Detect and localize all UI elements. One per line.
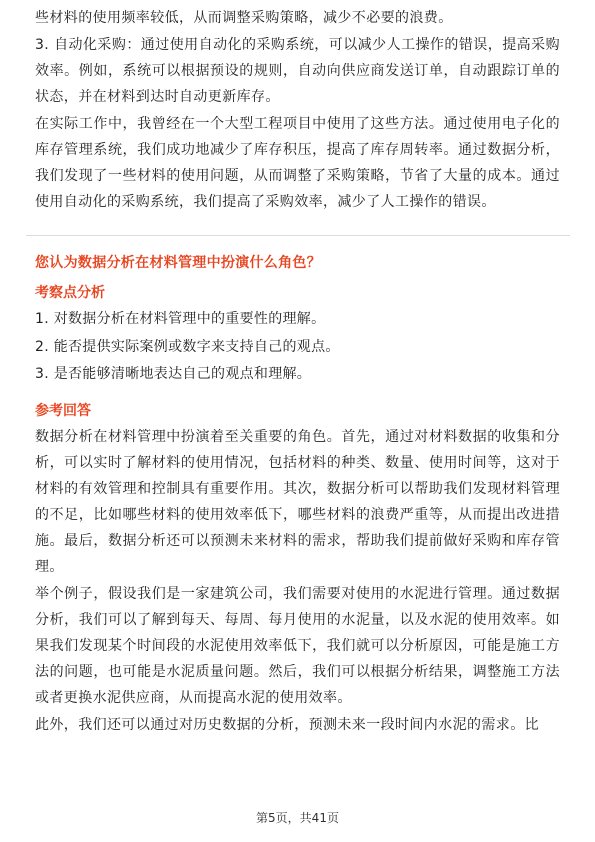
intro-continuation: 些材料的使用频率较低，从而调整采购策略，减少不必要的浪费。 xyxy=(35,10,453,26)
analysis-points xyxy=(35,306,560,389)
answer-paragraph: 数据分析在材料管理中扮演着至关重要的角色。首先，通过对材料数据的收集和分析，可以实时了解材料的使用情况，包括材料的种类、数量、使用时间等，这对于材料的有效管理和控制具有重要作用。其次，数据分析可以帮助我们发现材料管理的不足，比如哪些材料的使用效率低下，哪些材料的浪费严重等，从而提出改进措施。最后，数据分析还可以预测未来材料的需求，帮助我们提前做好采购和库存管理。 xyxy=(35,428,560,575)
experience-paragraph: 在实际工作中，我曾经在一个大型工程项目中使用了这些方法。通过使用电子化的库存管理系统，我们成功地减少了库存积压，提高了库存周转率。通过数据分析，我们发现了一些材料的使用问题，从而调整了采购策略，节省了大量的成本。通过使用自动化的采购系统，我们提高了采购效率，减少了人工操作的错误。 xyxy=(35,116,560,210)
answer-paragraph: 此外，我们还可以通过对历史数据的分析，预测未来一段时间内水泥的需求。比 xyxy=(35,716,539,733)
question-heading: 您认为数据分析在材料管理中扮演什么角色？ xyxy=(35,255,321,271)
page-footer: 第5页，共41页 xyxy=(256,811,339,825)
analysis-point: 3. 是否能够清晰地表达自己的观点和理解。 xyxy=(35,366,312,382)
analysis-point: 1. 对数据分析在材料管理中的重要性的理解。 xyxy=(35,311,326,327)
section-divider xyxy=(26,235,570,236)
analysis-point: 2. 能否提供实际案例或数字来支持自己的观点。 xyxy=(35,338,340,355)
document-page xyxy=(35,0,560,738)
analysis-label: 考察点分析 xyxy=(35,285,105,301)
automation-procurement-item: 3. 自动化采购：通过使用自动化的采购系统，可以减少人工操作的错误，提高采购效率。例如，系统可以根据预设的规则，自动向供应商发送订单，自动跟踪订单的状态，并在材料到达时自动更新库存。 xyxy=(35,37,560,105)
reference-label: 参考回答 xyxy=(35,402,91,419)
answer-paragraph: 举个例子，假设我们是一家建筑公司，我们需要对使用的水泥进行管理。通过数据分析，我们可以了解到每天、每周、每月使用的水泥量，以及水泥的使用效率。如果我们发现某个时间段的水泥使用效率低下，我们就可以分析原因，可能是施工方法的问题，也可能是水泥质量问题。然后，我们可以根据分析结果，调整施工方法或者更换水泥供应商，从而提高水泥的使用效率。 xyxy=(35,585,560,706)
